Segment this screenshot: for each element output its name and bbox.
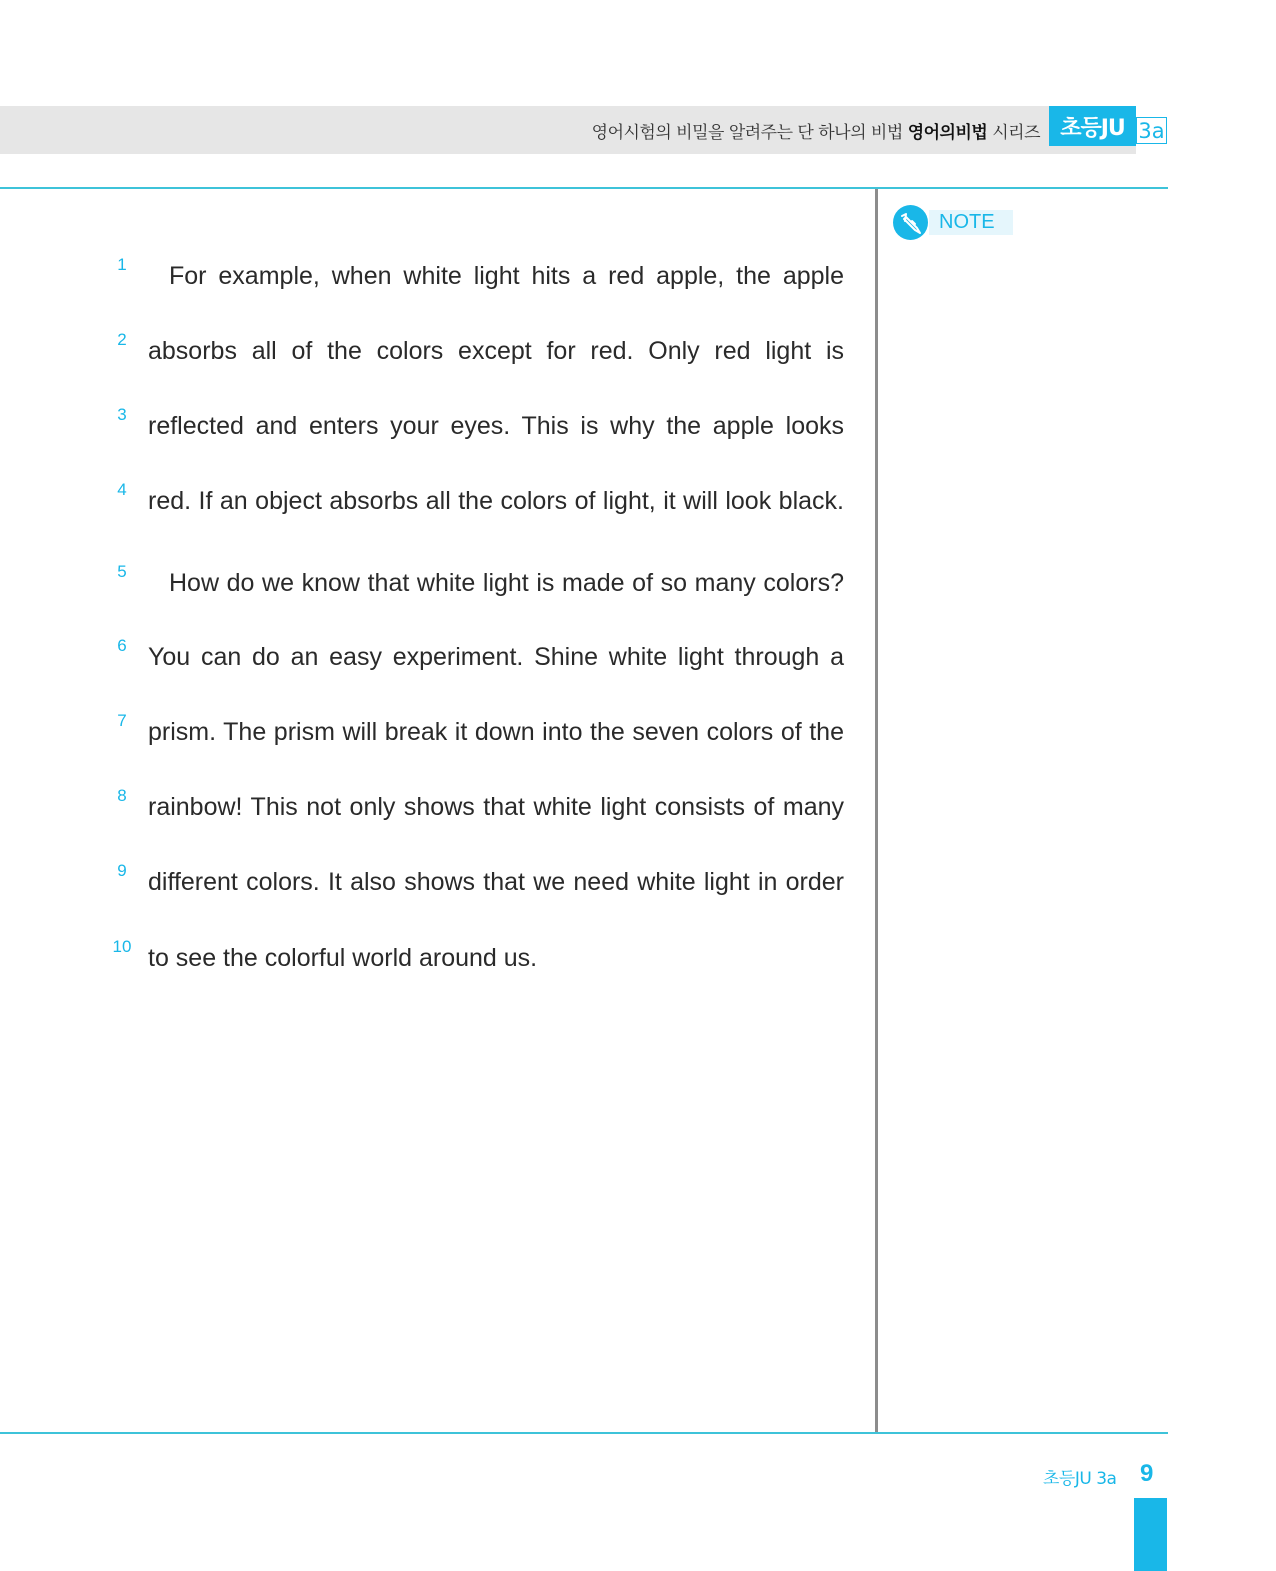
line-number: 6: [117, 636, 127, 655]
passage-line: [0, 711, 860, 751]
line-number: 10: [112, 937, 132, 956]
line-number: 8: [117, 786, 127, 805]
note-label: NOTE: [929, 210, 1013, 235]
footer-book-label: 초등JU 3a: [1043, 1469, 1117, 1489]
line-text: How do we know that white light is made of so many colors?: [169, 569, 844, 597]
passage-line: [0, 562, 860, 602]
line-text: rainbow! This not only shows that white light consists of many: [148, 793, 844, 821]
passage-line: [0, 861, 860, 901]
passage-line: [0, 937, 860, 977]
page-number: 9: [1140, 1460, 1154, 1487]
passage-line: [0, 480, 860, 520]
line-number: 2: [117, 330, 127, 349]
book-level-badge: 3a: [1136, 117, 1167, 144]
line-number: 9: [117, 861, 127, 880]
book-title-badge: 초등JU: [1049, 106, 1136, 146]
line-number: 7: [117, 711, 127, 730]
line-text: different colors. It also shows that we need white light in order: [148, 868, 844, 896]
column-divider: [875, 189, 878, 1433]
line-text: red. If an object absorbs all the colors of light, it will look black.: [148, 487, 844, 515]
series-suffix: 시리즈: [992, 123, 1040, 143]
series-name: 영어의비법: [907, 123, 988, 143]
line-number: 3: [117, 405, 127, 424]
line-number: 5: [117, 562, 127, 581]
line-text: to see the colorful world around us.: [148, 944, 538, 972]
tagline-text: 영어시험의 비밀을 알려주는 단 하나의 비법: [591, 123, 903, 143]
line-text: For example, when white light hits a red apple, the apple: [169, 262, 844, 290]
page-tab: [1134, 1498, 1167, 1571]
passage-line: [0, 636, 860, 676]
bottom-rule: [0, 1432, 1168, 1434]
passage-line: [0, 330, 860, 370]
passage-line: [0, 786, 860, 826]
line-number: 4: [117, 480, 127, 499]
line-text: You can do an easy experiment. Shine white light through a: [148, 643, 844, 671]
series-tagline: [592, 118, 1040, 143]
passage-line: [0, 255, 860, 295]
top-rule: [0, 187, 1168, 189]
line-number: 1: [117, 255, 127, 274]
line-text: prism. The prism will break it down into the seven colors of the: [148, 718, 844, 746]
line-text: reflected and enters your eyes. This is why the apple looks: [148, 412, 844, 440]
pen-icon: [893, 205, 928, 240]
passage-line: [0, 405, 860, 445]
line-text: absorbs all of the colors except for red. Only red light is: [148, 337, 844, 365]
